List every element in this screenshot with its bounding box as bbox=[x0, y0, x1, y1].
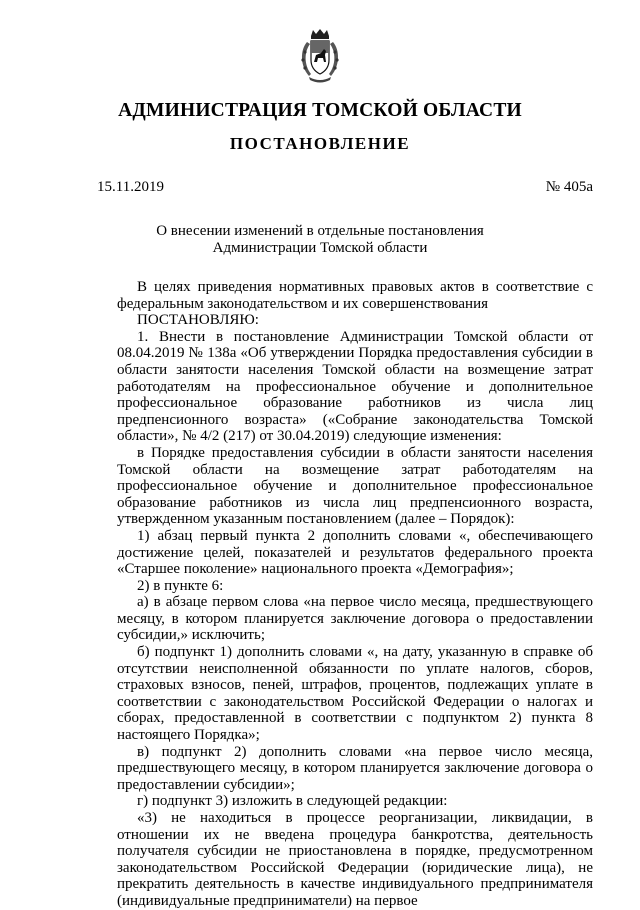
document-body bbox=[117, 279, 593, 910]
paragraph-subitem-2: 2) в пункте 6: bbox=[137, 577, 224, 594]
paragraph-item-1: 1. Внести в постановление Администрации Томской области от 08.04.2019 № 138а «Об утверждении Порядка предоставления субсидии в области занятости населения Томской области на возмещение затрат работодателям на профессиональное обучение и дополнительное профессиональное образование работников из числа лиц предпенсионного возраста» («Собрание законодательства Томской области», № 4/2 (217) от 30.04.2019) следующие изменения: bbox=[117, 328, 593, 445]
decree-keyword: ПОСТАНОВЛЯЮ: bbox=[137, 312, 259, 329]
paragraph-subitem-a: а) в абзаце первом слова «на первое число месяца, предшествующего месяцу, в котором планируется заключение договора о предоставлении субсидии,» исключить; bbox=[117, 594, 593, 644]
paragraph-subitem-1: 1) абзац первый пункта 2 дополнить словами «, обеспечивающего достижение целей, показателей и результатов федерального проекта «Старшее поколение» национального проекта «Демография»; bbox=[117, 527, 593, 578]
subject-line-1: О внесении изменений в отдельные постановления bbox=[156, 223, 484, 239]
subject-line-2: Администрации Томской области bbox=[212, 240, 428, 256]
preamble-paragraph: В целях приведения нормативных правовых актов в соответствие с федеральным законодательством и их совершенствования bbox=[117, 279, 593, 312]
document-subject bbox=[0, 223, 640, 257]
document-number: № 405а bbox=[545, 179, 593, 195]
paragraph-new-wording: «3) не находиться в процессе реорганизации, ликвидации, в отношении их не введена процедура банкротства, деятельность получателя субсидии не приостановлена в порядке, предусмотренном законодательством Российской Федерации (юридические лица), не прекратить деятельность в качестве индивидуального предпринимателя (индивидуальные предприниматели) на первое bbox=[117, 810, 593, 909]
document-date: 15.11.2019 bbox=[97, 179, 164, 195]
paragraph-order-changes: в Порядке предоставления субсидии в области занятости населения Томской области на возмещение затрат работодателям на профессиональное обучение и дополнительное профессиональное образование работников из числа лиц предпенсионного возраста, утвержденном указанным постановлением (далее – Порядок): bbox=[117, 444, 593, 528]
organization-title: АДМИНИСТРАЦИЯ ТОМСКОЙ ОБЛАСТИ bbox=[118, 100, 522, 121]
paragraph-subitem-b: б) подпункт 1) дополнить словами «, на дату, указанную в справке об отсутствии неисполненной обязанности по уплате налогов, сборов, страховых взносов, пеней, штрафов, процентов, подлежащих уплате в соответствии с законодательством Российской Федерации о налогах и сборах, предоставленной в соответствии с подпунктом 2) пункта 8 настоящего Порядка»; bbox=[117, 644, 593, 744]
document-type-title: ПОСТАНОВЛЕНИЕ bbox=[229, 134, 411, 153]
paragraph-subitem-v: в) подпункт 2) дополнить словами «на первое число месяца, предшествующего месяцу, в котором планируется заключение договора о предоставлении субсидии»; bbox=[117, 743, 593, 793]
tomsk-region-coat-of-arms-icon bbox=[297, 28, 343, 84]
paragraph-subitem-g: г) подпункт 3) изложить в следующей редакции: bbox=[137, 793, 448, 810]
